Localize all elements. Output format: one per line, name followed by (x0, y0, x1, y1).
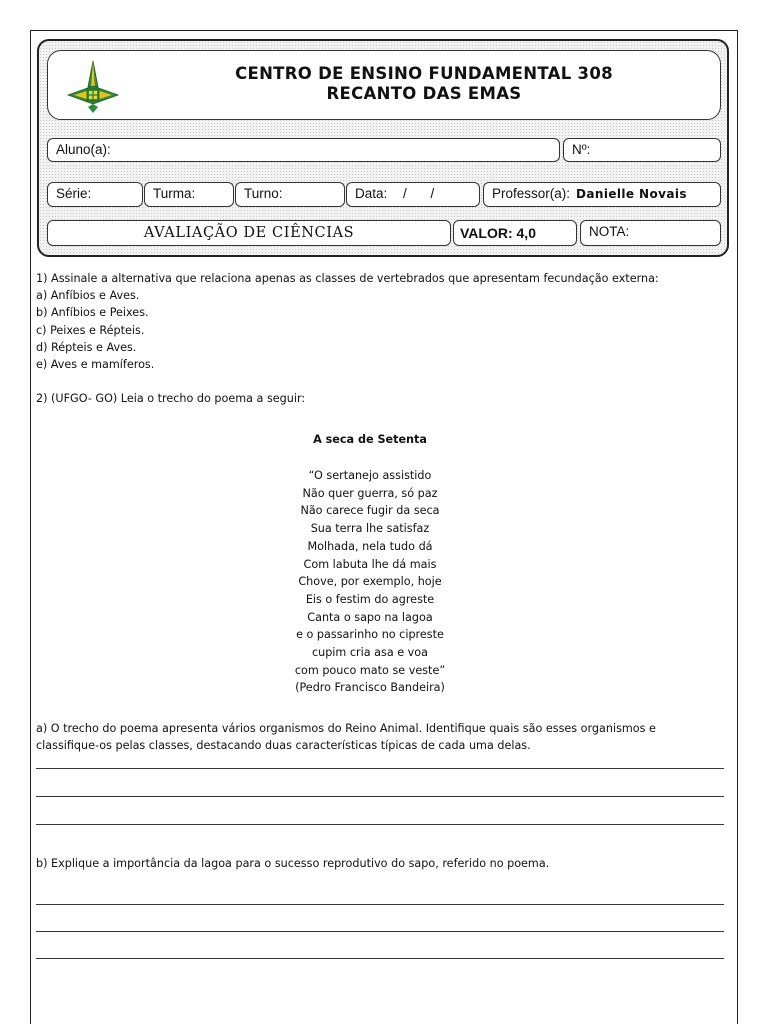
grade-label: Série: (56, 186, 92, 201)
answer-line-2b-2[interactable] (36, 931, 724, 932)
shift-field[interactable] (235, 182, 345, 207)
teacher-name: Danielle Novais (576, 187, 687, 201)
poem-author: (Pedro Francisco Bandeira) (295, 681, 445, 695)
poem-line: Chove, por exemplo, hoje (298, 575, 442, 589)
question-1-prompt: 1) Assinale a alternativa que relaciona apenas as classes de vertebrados que apresentam fecundação externa: (36, 272, 659, 285)
question-1 (36, 270, 732, 407)
answer-line-2a-1[interactable] (36, 768, 724, 769)
student-name-label: Aluno(a): (56, 142, 111, 157)
question-1-option-b: b) Anfíbios e Peixes. (36, 306, 149, 320)
question-2-prompt: 2) (UFGO- GO) Leia o trecho do poema a seguir: (36, 392, 306, 406)
question-1-option-c: c) Peixes e Répteis. (36, 323, 145, 337)
score-value-label: VALOR: 4,0 (460, 225, 536, 241)
question-2b (36, 855, 732, 872)
poem-line: cupim cria asa e voa (311, 646, 429, 660)
teacher-label: Professor(a): (492, 186, 571, 201)
question-2b-text: b) Explique a importância da lagoa para o sucesso reprodutivo do sapo, referido no poema. (36, 857, 550, 870)
poem-line: “O sertanejo assistido (308, 469, 432, 482)
question-2a (36, 720, 732, 754)
teacher-field[interactable] (483, 182, 721, 207)
date-value: / / (403, 186, 445, 201)
question-2a-text-line-1: a) O trecho do poema apresenta vários organismos do Reino Animal. Identifique quais são esses organismos e (36, 722, 656, 735)
student-name-field[interactable] (47, 138, 560, 162)
assessment-title: AVALIAÇÃO DE CIÊNCIAS (143, 225, 355, 241)
poem (200, 467, 540, 697)
answer-line-2b-1[interactable] (36, 904, 724, 905)
teacher-label-group (492, 186, 687, 201)
poem-line: Molhada, nela tudo dá (307, 539, 433, 553)
exam-header (37, 39, 729, 257)
shift-label: Turno: (244, 186, 283, 201)
answer-line-2b-3[interactable] (36, 958, 724, 959)
school-title-box (47, 50, 721, 120)
school-name: CENTRO DE ENSINO FUNDAMENTAL 308 (235, 64, 613, 83)
answer-line-2a-3[interactable] (36, 824, 724, 825)
poem-line: Não quer guerra, só paz (302, 486, 438, 500)
date-field[interactable] (346, 182, 480, 207)
poem-line: e o passarinho no cipreste (296, 628, 444, 642)
poem-line: Canta o sapo na lagoa (307, 610, 433, 624)
class-field[interactable] (144, 182, 234, 207)
student-number-field[interactable] (563, 138, 721, 162)
grade-result-label: NOTA: (589, 224, 630, 239)
score-value-box (453, 220, 577, 246)
question-1-option-a: a) Anfíbios e Aves. (36, 289, 140, 303)
grade-result-field[interactable] (580, 220, 721, 246)
grade-field[interactable] (47, 182, 143, 207)
question-1-option-d: d) Répteis e Aves. (36, 340, 137, 354)
poem-line: Eis o festim do agreste (305, 592, 435, 606)
poem-line: Com labuta lhe dá mais (303, 557, 437, 571)
class-label: Turma: (153, 186, 196, 201)
question-1-option-e: e) Aves e mamíferos. (36, 358, 155, 372)
poem-line: Sua terra lhe satisfaz (310, 522, 430, 536)
poem-line: Não carece fugir da seca (300, 504, 440, 518)
date-label-group (355, 186, 444, 201)
question-2a-text-line-2: classifique-os pelas classes, destacando duas características típicas de cada uma delas. (36, 739, 531, 753)
poem-line: com pouco mato se veste” (294, 663, 446, 677)
assessment-title-box (47, 220, 451, 246)
date-label: Data: (355, 186, 388, 201)
poem-title: A seca de Setenta (313, 433, 427, 446)
answer-line-2a-2[interactable] (36, 796, 724, 797)
school-location: RECANTO DAS EMAS (326, 84, 522, 103)
student-number-label: Nº: (572, 142, 591, 157)
